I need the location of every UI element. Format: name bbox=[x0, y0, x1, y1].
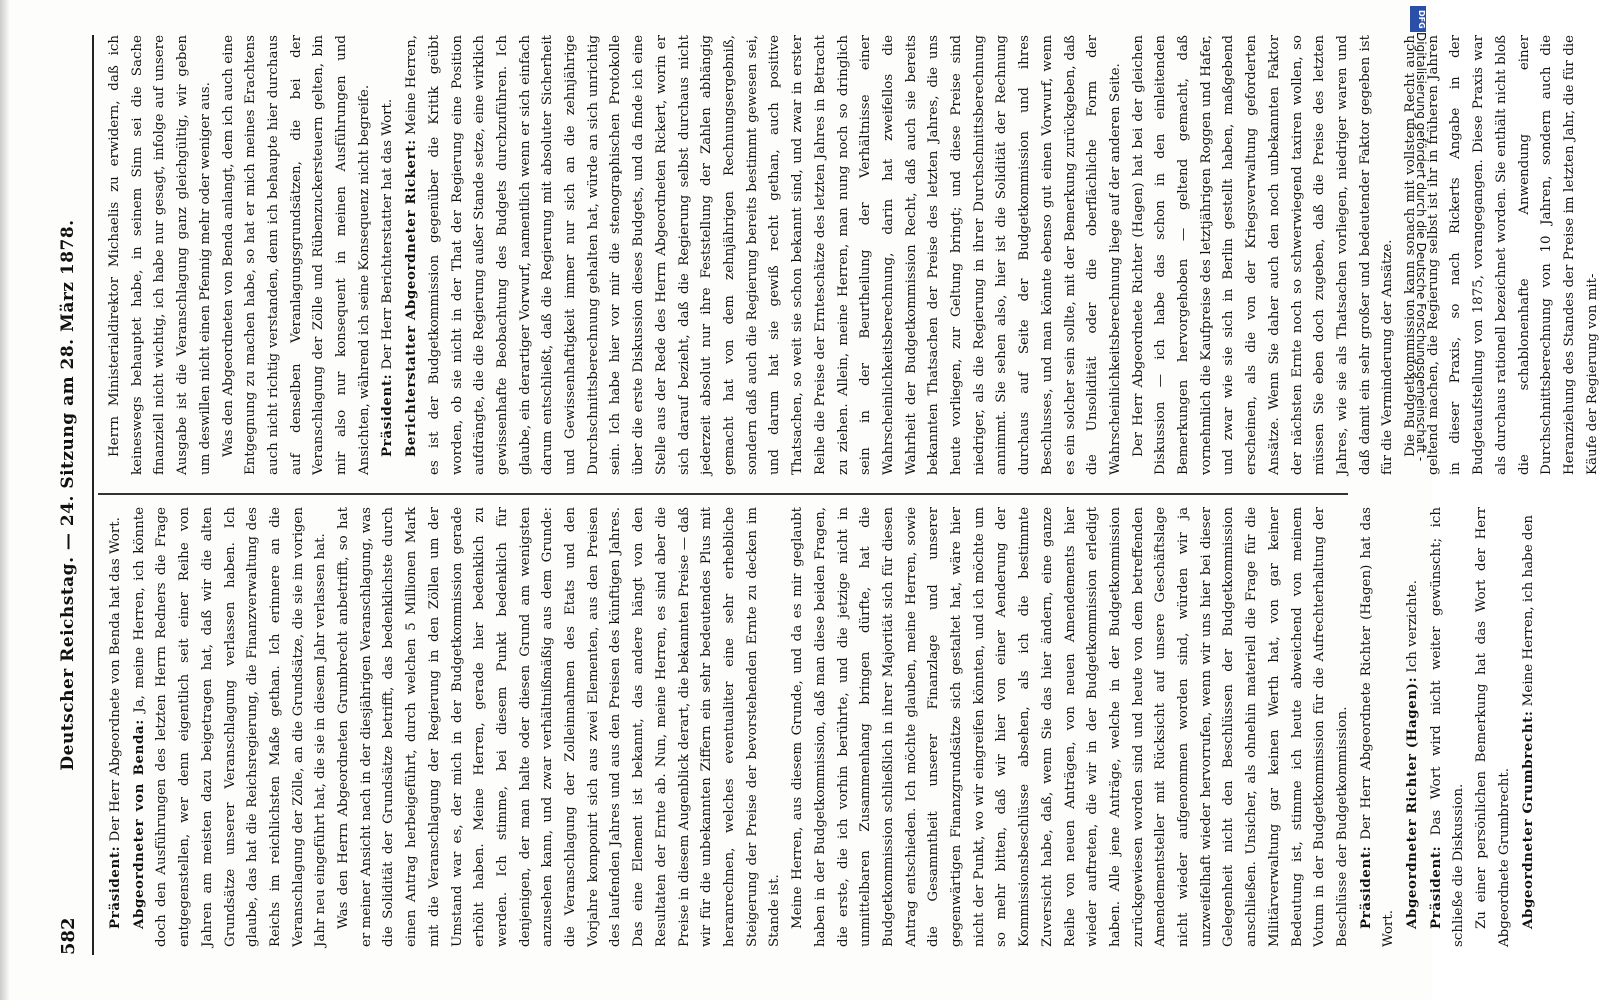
speaker-name: Berichterstatter Abgeordneter Rickert: bbox=[403, 139, 420, 457]
paragraph bbox=[1128, 35, 1400, 475]
paragraph bbox=[333, 507, 787, 947]
paragraph bbox=[1471, 507, 1516, 947]
paragraph-text: Das Wort wird nicht weiter gewünscht; ich schließe die Diskussion. bbox=[1428, 507, 1467, 947]
speaker-name: Präsident: bbox=[1427, 845, 1444, 929]
speaker-name: Abgeordneter Richter (Hagen): bbox=[1404, 676, 1421, 929]
paragraph-text: Der Herr Abgeordnete Richter (Hagen) hat bei der gleichen Diskussion — ich habe das schon in den einleitenden Bemerkungen hervorgehoben — geltend gemacht, daß vornehmlich die Kaufpreise des letztjährigen Roggen und Hafer, und zwar wie sie sich in Berlin gestellt haben, maßgebend erscheinen, als die von der Kriegsverwaltung geforderten Ansätze. Wenn Sie daher auch den noch unbekannten Faktor der nächsten Ernte noch so schwerwiegend taxiren wollen, so müssen Sie eben doch zugeben, daß die Preise des letzten Jahres, wie sie als Thatsachen vorliegen, niedriger waren und daß damit ein sehr großer und bedeutender Faktor gegeben ist für die Verminderung der Ansätze. bbox=[1130, 35, 1396, 475]
page-header bbox=[54, 35, 84, 955]
speaker-name: Präsident: bbox=[1357, 845, 1374, 929]
paragraph-text: Der Herr Abgeordnete Richter (Hagen) hat das Wort. bbox=[1358, 507, 1397, 947]
paragraph-text: Meine Herren, aus diesem Grunde, und da es mir geglaubt haben in der Budgetkommission, daß man diese beiden Fragen, die erste, die ich vorhin berührte, und die jetzige nicht in unmittelbaren Zusammenhang bringen dürfte, hat die Budgetkommission schließlich in ihrer Majorität sich für diesen Antrag entschieden. Ich möchte glauben, meine Herren, sowie die Gesammtheit unserer Finanzlage und unserer gegenwärtigen Finanzgrundsätze sich gestaltet hat, wäre hier nicht der Punkt, wo wir eingreifen könnten, und ich möchte um so mehr bitten, daß wir hier von einer Aenderung der Kommissionsbeschlüsse absehen, als ich die bestimmte Zuversicht habe, daß, wenn Sie das hier ändern, eine ganze Reihe von neuen Anträgen, von neuen Amendements hier wieder auftreten, die wir in der Budgetkommission erledigt haben. Alle jene Anträge, welche in der Budgetkommission zurückgewiesen worden sind und heute von dem betreffenden Amendementsteller mit Rücksicht auf unsere Geschäftslage nicht wieder aufgenommen worden sind, würden wir ja unzweifelhaft wieder hervorrufen, wenn wir uns hier bei dieser Gelegenheit nicht den Beschlüssen der Budgetkommission anschließen. Unsicher, als ohnehin materiell die Frage für die Militärverwaltung gar keinen Werth hat, von gar keiner Bedeutung ist, stimme ich heute abweichend von meinem Votum in der Budgetkommission für die Aufrechterhaltung der Beschlüsse der Budgetkommission. bbox=[790, 507, 1350, 947]
paragraph-text: Was den Abgeordneten von Benda anlangt, dem ich auch eine Entgegnung zu machen habe, so hat er mich meines Erachtens auch nicht richtig verstanden, denn ich behaupte hier durchaus auf denselben Veranlagungsgrundsätzen, die bei der Veranschlagung der Zölle und Rübenzuckersteuern gelten, bin mir also nur konsequent in meinen Ausführungen und Ansichten, während ich seine Konsequenz nicht begreife. bbox=[220, 35, 372, 475]
paragraph-text: Der Herr Abgeordnete von Benda hat das Wort. bbox=[108, 517, 123, 842]
page-number: 582 bbox=[58, 917, 79, 955]
paragraph bbox=[787, 507, 1355, 947]
paragraph-text: Der Herr Berichterstatter hat das Wort. bbox=[380, 98, 396, 370]
paragraph bbox=[104, 35, 218, 475]
paragraph-text: Meine Herren, ich habe den bbox=[1520, 514, 1536, 707]
paragraph-text: Ja, meine Herren, ich könnte doch den Ausführungen des letzten Herrn Redners die Frage entgegenstellen, wer denn eigentlich seit einer Reihe von Jahren am meisten dazu beigetragen hat, daß wir die alten Grundsätze unserer Veranschlagung verlassen haben. Ich glaube, das hat die Reichsregierung, die Finanzverwaltung des Reichs im reichlichsten Maße gethan. Ich erinnere an die Veranschlagung der Zölle, an die Grundsätze, die sie im vorigen Jahr neu eingeführt hat, die sie in diesem Jahr verlassen hat. bbox=[131, 507, 329, 947]
paragraph bbox=[1517, 507, 1541, 947]
paragraph-text: Zu einer persönlichen Bemerkung hat das Wort der Herr Abgeordnete Grumbrecht. bbox=[1474, 507, 1512, 947]
page-title: Deutscher Reichstag. — 24. Sitzung am 28. März 1878. bbox=[58, 219, 78, 771]
header-rule bbox=[92, 35, 94, 955]
paragraph bbox=[376, 35, 400, 475]
speaker-name: Abgeordneter von Benda: bbox=[130, 719, 147, 929]
paragraph bbox=[1425, 507, 1471, 947]
paragraph-text: Herrn Ministerialdirektor Michaelis zu erwidern, daß ich keineswegs behauptet habe, in seinem Sinn sei die Sache finanziell nicht wichtig, ich habe nur gesagt, infolge auf unsere Ausgabe ist die Veranschlagung ganz gleichgültig, wir geben um deswillen nicht einen Pfennig mehr oder weniger aus. bbox=[107, 35, 213, 475]
paragraph bbox=[1400, 35, 1604, 475]
paragraph bbox=[400, 35, 1128, 475]
paragraph bbox=[128, 507, 333, 947]
dfg-logo: DFG bbox=[1410, 6, 1426, 32]
left-column bbox=[104, 507, 1540, 947]
right-column bbox=[104, 35, 1604, 475]
paragraph-text: Ich verzichte. bbox=[1405, 579, 1421, 673]
paragraph bbox=[218, 35, 377, 475]
dfg-sidebar bbox=[1406, 2, 1430, 992]
paragraph-text: Was den Herrn Abgeordneten Grumbrecht anbetrifft, so hat er meiner Ansicht nach in der diesjährigen Veranschlagung, was die Solidität der Grundsätze betrifft, das bedenklichste durch einen Antrag herbeigeführt, durch welchen 5 Millionen Mark mit die Veranschlagung der Regierung in den Zöllen um der Umstand war es, der mich in der Budgetkommission gerade erhöht haben. Meine Herren, gerade hier bedenklich zu werden. Ich stimme, bei diesem Punkt bedenklich für denjenigen, der man halte oder diesen Grund am wenigsten anzusehen kann, und zwar verhältnißmäßig aus dem Grunde: die Veranschlagung der Zolleinnahmen des Etats und den Vorjahre komponirt sich aus zwei Elementen, aus den Preisen des laufenden Jahres und aus den Preisen des künftigen Jahres. Das eine Element ist bekannt, das andere hängt von den Resultaten der Ernte ab. Nun, meine Herren, es sind aber die Preise in diesem Augenblick derart, die bekannten Preise — daß wir für die unbekannten Ziffern ein sehr bedeutendes Plus mit heranrechnen, welches eventualiter eine sehr erhebliche Steigerung der Preise der bevorstehenden Ernte zu decken im Stande ist. bbox=[336, 507, 783, 947]
paragraph bbox=[104, 507, 128, 947]
paragraph-text: Die Budgetkommission kann sonach mit vollstem Recht auch geltend machen, die Regierung selbst ist ihr in früheren Jahren in dieser Praxis, so nach Rickerts Angabe in der Budgetaufstellung von 1875, vorangegangen. Diese Praxis war als durchaus rationell bezeichnet worden. Sie enthält nicht bloß die schablonenhafte Anwendung einer Durchschnittsberechnung von 10 Jahren, sondern auch die Heranziehung des Standes der Preise im letzten Jahr, die für die Käufe der Regierung von mit- bbox=[1403, 35, 1600, 475]
dfg-watermark-text: Digitalisierung gefördert durch die Deutsche Forschungsgemeinschaft - bbox=[1414, 32, 1428, 462]
paragraph-text: Meine Herren, es ist der Budgetkommission gegenüber die Kritik geübt worden, ob sie nicht in der That der Regierung eine Position aufdrängte, die die Regierung außer Stande setze, eine wirklich gewissenhafte Beobachtung des Budgets durchzuführen. Ich glaube, ein derartiger Vorwurf, namentlich wenn er sich einfach darum entschließt, daß die Regierung mit absoluter Sicherheit und Gewissenhaftigkeit immer nur sich an die zehnjährige Durchschnittsberechnung gehalten hat, würde an sich unrichtig sein. Ich habe hier vor mir die stenographischen Protokolle über die erste Diskussion dieses Budgets, und da finde ich eine Stelle aus der Rede des Herrn Abgeordneten Rickert, worin er sich darauf bezieht, daß die Regierung selbst durchaus nicht jederzeit absolut nur ihre Feststellung der Zahlen abhängig gemacht hat von dem zehnjährigen Rechnungsergebniß, sondern daß auch die Regierung bereits bestimmt gewesen sei, und darum hat sie gewiß recht gethan, auch positive Thatsachen, so weit sie schon bekannt sind, und zwar in erster Reihe die Preise der Ernteschätze des letzten Jahres in Betracht zu ziehen. Allein, meine Herren, man nung noch so dringlich sein in der Beurtheilung der Verhältnisse einer Wahrscheinlichkeitsberechnung, darin hat zweifellos die Wahrheit der Budgetkommission Recht, daß auch sie bereits bekannten Thatsachen der Preise des letzten Jahres, die uns heute vorliegen, zur Geltung bringt; und diese Preise sind niedriger, als die Regierung in ihrer Durchschnittsberechnung annimmt. Sie sehen also, hier ist die Solidität der Rechnung durchaus auf Seite der Budgetkommission und ihres Beschlusses, und man könnte ebenso gut einen Vorwurf, wenn es ein solcher sein sollte, mit der Bemerkung zurückgeben, daß die Unsolidität oder die oberflächliche Form der Wahrscheinlichkeitsberechnung liege auf der anderen Seite. bbox=[404, 35, 1123, 475]
column-divider bbox=[98, 493, 1348, 495]
speaker-name: Präsident: bbox=[379, 373, 396, 457]
paragraph bbox=[1355, 507, 1401, 947]
scan-edge-shadow bbox=[0, 0, 10, 1000]
speaker-name: Präsident: bbox=[107, 845, 123, 929]
speaker-name: Abgeordneter Grumbrecht: bbox=[1519, 710, 1536, 929]
